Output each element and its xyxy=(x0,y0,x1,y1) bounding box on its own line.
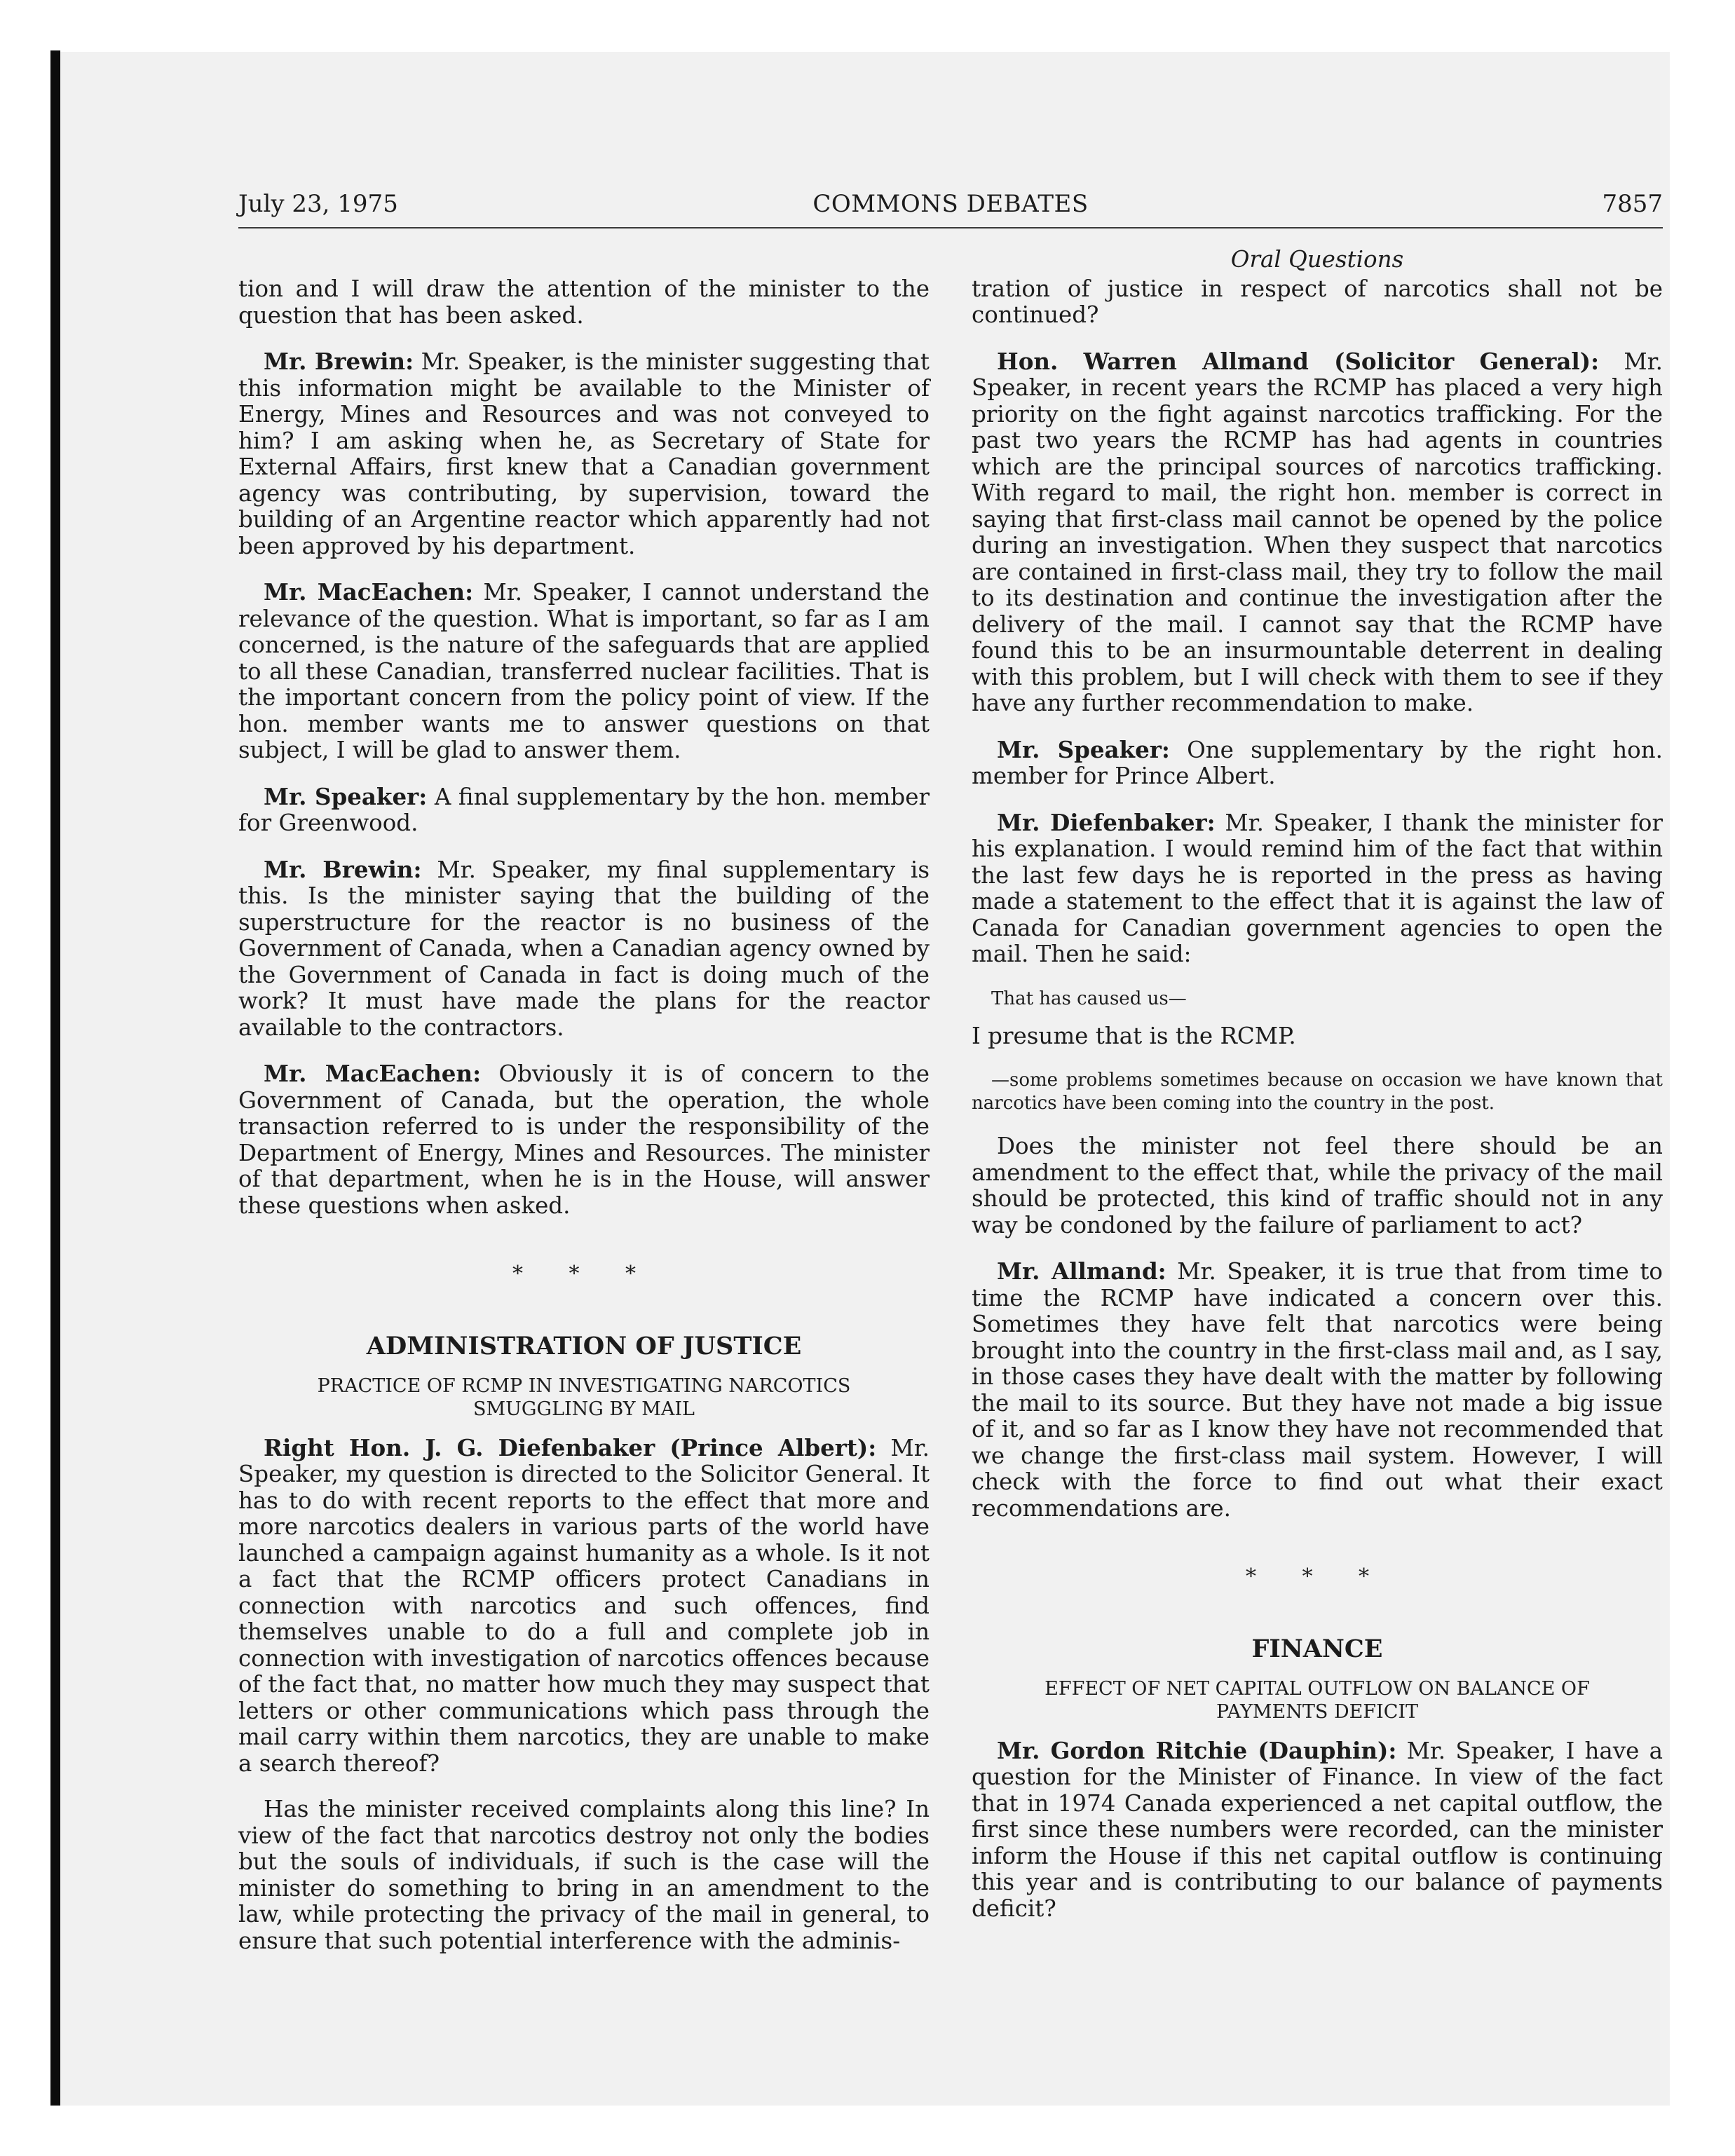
paragraph-text: Mr. Speaker, it is true that from time to time the RCMP have indicated a concern over this. Sometimes they have felt that narcotics were being brought into the country in the first-class mail and, as I say, in those cases they have dealt with the matter by following the mail to its source. But they have not made a big issue of it, and so far as I know they have not recommended that we change the first-class mail system. However, I will check with the force to find out what their exact recommendations are. xyxy=(972,1258,1663,1522)
paragraph xyxy=(238,1060,930,1219)
column-header: Oral Questions xyxy=(1230,246,1404,273)
header-page-number: 7857 xyxy=(1602,190,1663,218)
header-date: July 23, 1975 xyxy=(238,190,398,218)
section-divider: * * * xyxy=(512,1262,656,1286)
paragraph xyxy=(972,276,1663,329)
speaker-name: Mr. MacEachen: xyxy=(264,578,474,606)
section-divider: * * * xyxy=(1245,1564,1389,1589)
paragraph-text: Does the minister not feel there should be an amendment to the effect that, while the privacy of the mail should be protected, this kind of traffic should not in any way be condoned by the failure of parliament to act? xyxy=(972,1133,1663,1239)
section-heading: ADMINISTRATION OF JUSTICE xyxy=(366,1331,802,1360)
paragraph xyxy=(972,810,1663,968)
paragraph-text: Mr. Speaker, in recent years the RCMP has placed a very high priority on the fight against narcotics trafficking. For the past two years the RCMP has had agents in countries which are the principal sources of narcotics trafficking. With regard to mail, the right hon. member is correct in saying that first-class mail cannot be opened by the police during an investigation. When they suspect that narcotics are contained in first-class mail, they try to follow the mail to its destination and continue the investigation after the delivery of the mail. I cannot say that the RCMP have found this to be an insurmountable deterrent in dealing with this problem, but I will check with them to see if they have any further recommendation to make. xyxy=(972,348,1663,716)
paragraph-text: tion and I will draw the attention of the minister to the question that has been asked. xyxy=(238,275,930,329)
speaker-name: Mr. Gordon Ritchie (Dauphin): xyxy=(997,1736,1397,1764)
running-header xyxy=(238,186,1663,228)
paragraph-text: Mr. Speaker, is the minister suggesting that this information might be available to the Minister of Energy, Mines and Resources and was not conveyed to him? I am asking when he, as Secretary of State for External Affairs, first knew that a Canadian government agency was contributing, by supervision, toward the building of an Argentine reactor which apparently had not been approved by his department. xyxy=(238,348,930,559)
paragraph-text: Mr. Speaker, I thank the minister for his explanation. I would remind him of the fact that within the last few days he is reported in the press as having made a statement to the effect that it is against the law of Canada for Canadian government agencies to open the mail. Then he said: xyxy=(972,809,1663,967)
block-quote: —some problems sometimes because on occasion we have known that narcotics have been coming into the country in the post. xyxy=(972,1070,1663,1114)
section-heading: FINANCE xyxy=(1251,1634,1383,1663)
paragraph xyxy=(972,1023,1663,1050)
paragraph-text: Has the minister received complaints along this line? In view of the fact that narcotics destroy not only the bodies but the souls of individuals, if such is the case will the minister do something to bring in an amendment to the law, while protecting the privacy of the mail in general, to ensure that such potential interference with the adminis- xyxy=(238,1796,930,1954)
paragraph xyxy=(972,1258,1663,1522)
paragraph-text: Obviously it is of concern to the Government of Canada, but the operation, the whole transaction referred to is under the responsibility of the Department of Energy, Mines and Resources. The minister of that department, when he is in the House, will answer these questions when asked. xyxy=(238,1060,930,1219)
speaker-name: Mr. Brewin: xyxy=(264,855,422,883)
paragraph xyxy=(238,784,930,837)
paragraph xyxy=(972,1738,1663,1923)
left-column xyxy=(238,276,930,1974)
paragraph-text: A final supplementary by the hon. member for Greenwood. xyxy=(238,783,930,836)
paragraph-text: One supplementary by the right hon. member for Prince Albert. xyxy=(972,736,1663,789)
speaker-name: Mr. Speaker: xyxy=(264,782,428,810)
subsection-heading: PRACTICE OF RCMP IN INVESTIGATING NARCOTICS SMUGGLING BY MAIL xyxy=(317,1374,851,1420)
paragraph-text: I presume that is the RCMP. xyxy=(972,1022,1296,1049)
paragraph xyxy=(238,348,930,559)
paragraph xyxy=(238,1796,930,1954)
speaker-name: Hon. Warren Allmand (Solicitor General): xyxy=(997,347,1600,375)
speaker-name: Mr. Brewin: xyxy=(264,348,414,375)
block-quote: That has caused us— xyxy=(991,988,1187,1009)
speaker-name: Mr. Speaker: xyxy=(997,735,1170,763)
paragraph xyxy=(972,348,1663,717)
subsection-heading: EFFECT OF NET CAPITAL OUTFLOW ON BALANCE OF PAYMENTS DEFICIT xyxy=(1045,1677,1590,1723)
speaker-name: Right Hon. J. G. Diefenbaker (Prince Albert): xyxy=(264,1433,877,1461)
scan-edge xyxy=(50,50,60,2106)
right-column xyxy=(972,247,1663,1942)
paragraph xyxy=(238,1435,930,1778)
speaker-name: Mr. Diefenbaker: xyxy=(997,808,1216,836)
paragraph-text: tration of justice in respect of narcotics shall not be continued? xyxy=(972,275,1663,328)
header-title: COMMONS DEBATES xyxy=(812,190,1089,218)
speaker-name: Mr. MacEachen: xyxy=(264,1060,482,1087)
page-sheet xyxy=(60,52,1670,2106)
paragraph xyxy=(238,276,930,329)
paragraph xyxy=(238,579,930,764)
paragraph-text: Mr. Speaker, I cannot understand the relevance of the question. What is important, so far as I am concerned, is the nature of the safeguards that are applied to all these Canadian, transferred nuclear facilities. That is the important concern from the policy point of view. If the hon. member wants me to answer questions on that subject, I will be glad to answer them. xyxy=(238,579,930,763)
paragraph xyxy=(238,857,930,1042)
paragraph-text: Mr. Speaker, my question is directed to the Solicitor General. It has to do with recent reports to the effect that more and more narcotics dealers in various parts of the world have launched a campaign against humanity as a whole. Is it not a fact that the RCMP officers protect Canadians in connection with narcotics and such offences, find themselves unable to do a full and complete job in connection with investigation of narcotics offences because of the fact that, no matter how much they may suspect that letters or other communications which pass through the mail carry within them narcotics, they are unable to make a search thereof? xyxy=(238,1434,930,1777)
paragraph xyxy=(972,1133,1663,1239)
paragraph xyxy=(972,737,1663,790)
speaker-name: Mr. Allmand: xyxy=(997,1257,1166,1285)
paragraph-text: Mr. Speaker, I have a question for the Minister of Finance. In view of the fact that in 1974 Canada experienced a net capital outflow, the first since these numbers were recorded, can the minister inform the House if this net capital outflow is continuing this year and is contributing to our balance of payments deficit? xyxy=(972,1737,1663,1922)
paragraph-text: Mr. Speaker, my final supplementary is this. Is the minister saying that the building of the superstructure for the reactor is no business of the Government of Canada, when a Canadian agency owned by the Government of Canada in fact is doing much of the work? It must have made the plans for the reactor available to the contractors. xyxy=(238,856,930,1041)
